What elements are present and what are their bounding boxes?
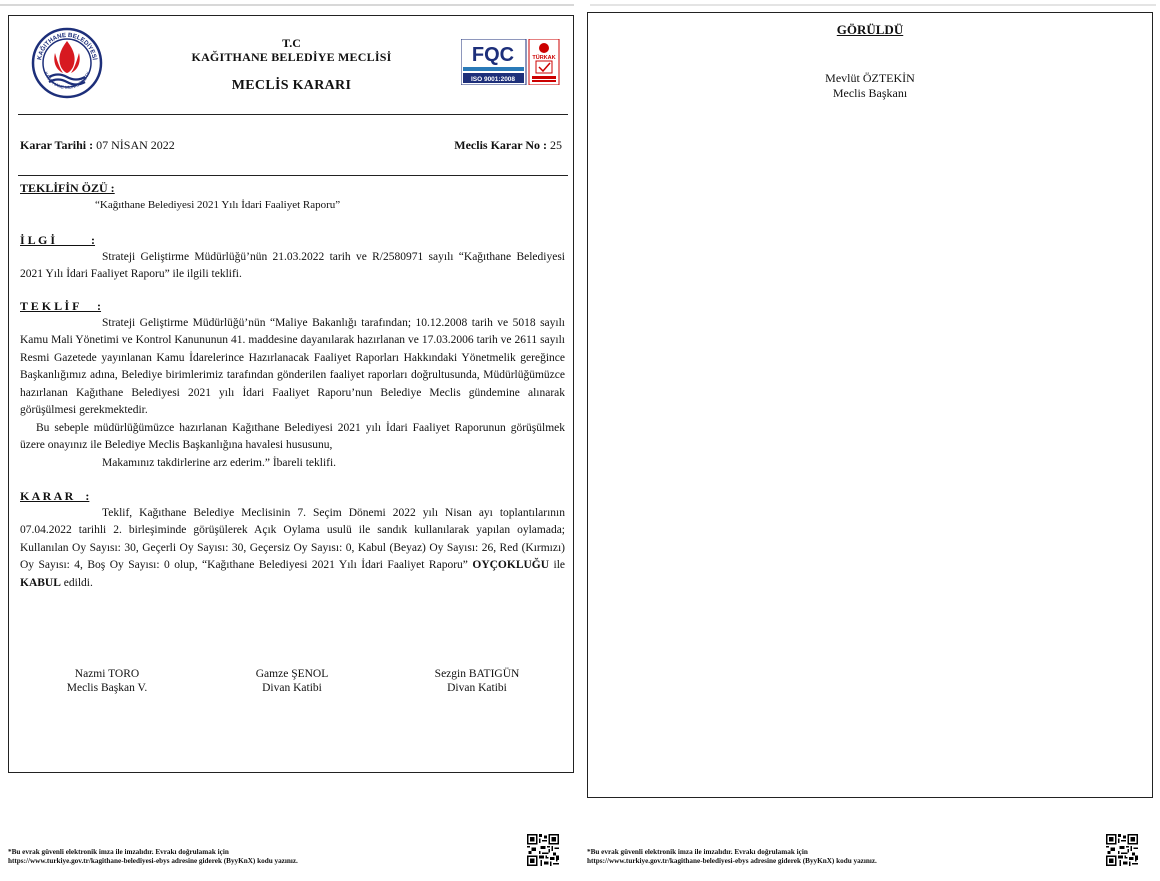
header-doc-type: MECLİS KARARI [231, 78, 352, 93]
certification-badge-icon [461, 39, 561, 85]
iso-text: ISO 9001:2008 [470, 76, 516, 83]
number-label: Meclis Karar No : [454, 138, 547, 152]
decision-page [8, 15, 574, 773]
signature-title: Meclis Başkan V. [66, 682, 148, 694]
teklifin-ozu-heading: TEKLİFİN ÖZÜ : [20, 181, 115, 195]
footer-line-1: *Bu evrak güvenli elektronik imza ile imzalıdır. Evrakı doğrulamak için [587, 848, 808, 856]
document-header [159, 36, 424, 94]
karar-heading: K A R A R : [20, 489, 90, 503]
karar-text-main: Teklif, Kağıthane Belediye Meclisinin 7. Seçim Dönemi 2022 yılı Nisan ayı toplantılarının 07.04.2022 tarihli 2. birleşiminde görüşülerek Açık Oylama usulü ile sandık kullanılarak yapılan oylamada; Kullanılan Oy Sayısı: 30, Geçerli Oy Sayısı: 30, Geçersiz Oy Sayısı: 0, Kabul (Beyaz) Oy Sayısı: 26, Red (Kırmızı) Oy Sayısı: 4, Boş Oy Sayısı: 0 olup, “Kağıthane Belediyesi 2021 Yılı İdari Faaliyet Raporu” [20, 507, 565, 572]
signature-name: Gamze ŞENOL [255, 668, 329, 680]
signature-name: Nazmi TORO [74, 668, 140, 680]
fqc-logo-text: FQC [471, 44, 515, 66]
kagithane-belediyesi-seal-icon [31, 27, 103, 99]
date-label: Karar Tarihi : [20, 138, 94, 152]
teklif-heading: T E K L İ F : [20, 299, 102, 313]
footer-left [8, 848, 298, 866]
signature-1 [47, 667, 167, 695]
signature-name: Sezgin BATIGÜN [434, 668, 520, 680]
meta-rule [18, 175, 568, 176]
teklif-paragraph-1: Strateji Geliştirme Müdürlüğü’nün “Maliye Bakanlığı tarafından; 10.12.2008 tarih ve 5018 sayılı Kamu Mali Yönetimi ve Kontrol Kanununun 41. maddesine dayanılarak hazırlanan ve 17.03.2006 tarih ve 2611 sayılı Resmi Gazetede yayınlanan Kamu İdarelerince Hazırlanacak Faaliyet Raporları Hakkındaki Yönetmelik gereğince Başkanlığımız adına, Belediye birimlerimiz tarafından gönderilen faaliyet raporları doğrultusunda, Müdürlüğümüzce hazırlanan Kağıthane Belediyesi 2021 yılı İdari Faaliyet Raporu’nun Belediye Meclis gündemine alınarak görüşülmesi gerekmektedir. [20, 317, 565, 417]
signature-2 [232, 667, 352, 695]
teklif-paragraph-3: Makamınız takdirlerine arz ederim.” İbareli teklifi. [102, 457, 337, 469]
signature-title: Divan Katibi [447, 682, 507, 694]
header-rule [18, 114, 568, 115]
karar-oycoklugu: OYÇOKLUĞU [472, 559, 550, 572]
date-value: 07 NİSAN 2022 [96, 138, 175, 152]
top-divider-left [0, 4, 574, 6]
decision-number [454, 138, 562, 153]
header-institution: KAĞITHANE BELEDİYE MECLİSİ [191, 50, 392, 64]
footer-right [587, 848, 877, 866]
top-divider-right [590, 4, 1156, 6]
signature-title: Divan Katibi [262, 682, 322, 694]
decision-date [20, 138, 175, 153]
footer-line-2: https://www.turkiye.gov.tr/kagithane-belediyesi-ebys adresine giderek (ByyKnX) kodu yazınız. [8, 857, 298, 865]
qr-code-icon [527, 834, 559, 866]
footer-line-2: https://www.turkiye.gov.tr/kagithane-belediyesi-ebys adresine giderek (ByyKnX) kodu yazınız. [587, 857, 877, 865]
header-tc: T.C [282, 36, 301, 50]
signature-3 [417, 667, 537, 695]
teklifin-ozu-text: “Kağıthane Belediyesi 2021 Yılı İdari Faaliyet Raporu” [95, 199, 341, 211]
ilgi-heading: İ L G İ : [20, 233, 96, 247]
signer-name: Mevlüt ÖZTEKİN [825, 71, 915, 85]
turkak-text: TÜRKAK [532, 55, 556, 61]
seal-text-top: KAĞITHANE BELEDİYESİ [36, 31, 98, 61]
karar-edildi: edildi. [60, 576, 93, 589]
seal-text-bottom: KAĞITHANE MUNICIPALITY [43, 70, 91, 91]
ilgi-text: Strateji Geliştirme Müdürlüğü’nün 21.03.2022 tarih ve R/2580971 sayılı “Kağıthane Belediyesi 2021 Yılı İdari Faaliyet Raporu” ile ilgili teklifi. [20, 251, 565, 281]
goruldu-heading: GÖRÜLDÜ [836, 22, 904, 37]
teklif-paragraph-2: Bu sebeple müdürlüğümüzce hazırlanan Kağıthane Belediyesi 2021 yılı İdari Faaliyet Raporunun görüşülmek üzere onayınız ile Belediye Meclis Başkanlığına havalesi hususunu, [20, 422, 565, 452]
number-value: 25 [550, 138, 562, 152]
footer-line-1: *Bu evrak güvenli elektronik imza ile imzalıdır. Evrakı doğrulamak için [8, 848, 229, 856]
karar-kabul: KABUL [20, 576, 61, 589]
qr-code-icon [1106, 834, 1138, 866]
approval-page [587, 12, 1153, 798]
karar-ile: ile [549, 559, 566, 572]
karar-text [20, 505, 565, 592]
approval-signature [588, 71, 1152, 101]
signer-title: Meclis Başkanı [832, 86, 908, 100]
